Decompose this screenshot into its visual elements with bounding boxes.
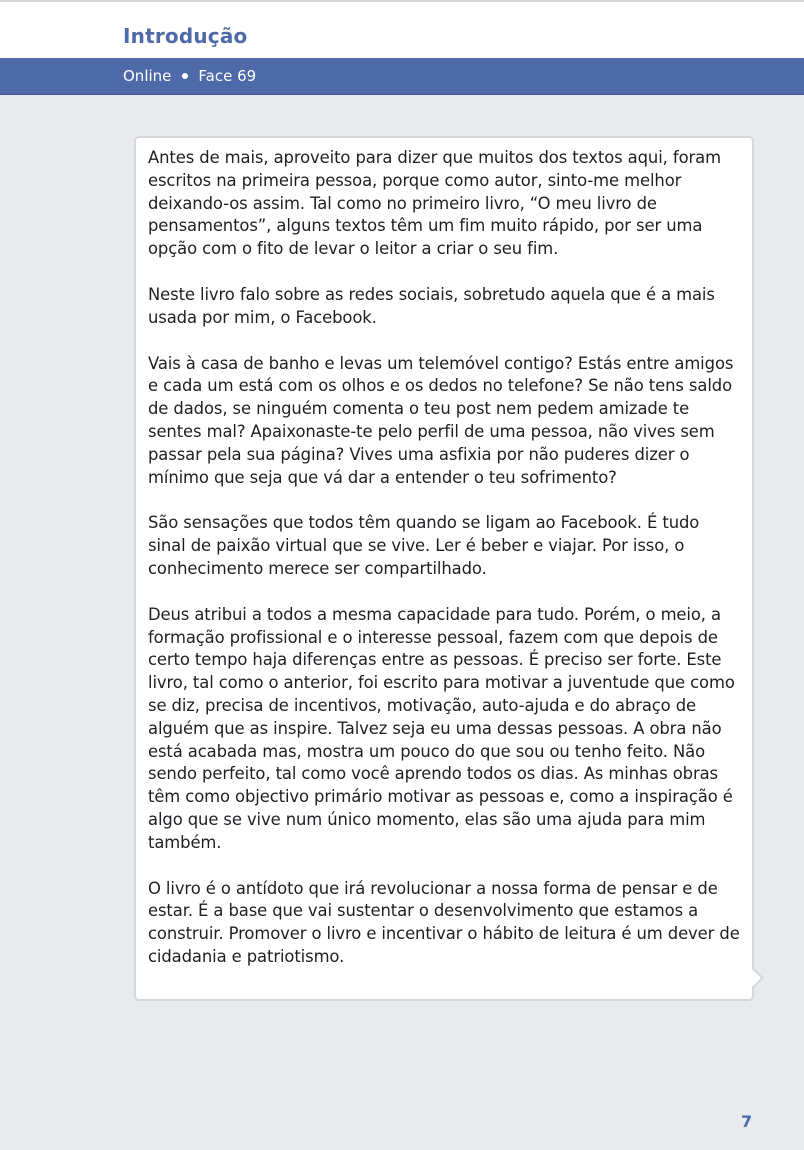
paragraph-1: Antes de mais, aproveito para dizer que muitos dos textos aqui, foram escritos na primeira pessoa, porque como autor, sinto-me melhor deixando-os assim. Tal como no primeiro livro, “O meu livro de pensamentos”, alguns textos têm um fim muito rápido, por ser uma opção com o fito de levar o leitor a criar o seu fim. (148, 148, 721, 259)
paragraph-5: Deus atribui a todos a mesma capacidade para tudo. Porém, o meio, a formação profissional e o interesse pessoal, fazem com que depois de certo tempo haja diferenças entre as pessoas. É preciso ser forte. Este livro, tal como o anterior, foi escrito para motivar a juventude que como se diz, precisa de incentivos, motivação, auto-ajuda e do abraço de alguém que as inspire. Talvez seja eu uma dessas pessoas. A obra não está acabada mas, mostra um pouco do que sou ou tenho feito. Não sendo perfeito, tal como você aprendo todos os dias. As minhas obras têm como objectivo primário motivar as pessoas e, como a inspiração é algo que se vive num único momento, elas são uma ajuda para mim também. (148, 604, 735, 852)
paragraph-6: O livro é o antídoto que irá revolucionar a nossa forma de pensar e de estar. É a base que vai sustentar o desenvolvimento que estamos a construir. Promover o livro e incentivar o hábito de leitura é um dever de cidadania e patriotismo. (148, 878, 740, 966)
paragraph-2: Neste livro falo sobre as redes sociais, sobretudo aquela que é a mais usada por mim, o Facebook. (148, 284, 715, 327)
page-header (0, 0, 804, 58)
contact-name: Face 69 (198, 67, 257, 85)
online-status: Online (123, 67, 172, 85)
chat-status-bar (0, 58, 804, 95)
status-line (123, 67, 256, 85)
page-number: 7 (741, 1112, 753, 1131)
paragraph-3: Vais à casa de banho e levas um telemóvel contigo? Estás entre amigos e cada um está com os olhos e os dedos no telefone? Se não tens saldo de dados, se ninguém comenta o teu post nem pedem amizade te sentes mal? Apaixonaste-te pelo perfil de uma pessoa, não vives sem passar pela sua página? Vives uma asfixia por não puderes dizer o mínimo que seja que vá dar a entender o teu sofrimento? (148, 353, 734, 487)
bubble-tail-icon (744, 968, 764, 988)
page-title: Introdução (123, 24, 248, 48)
separator-dot-icon (182, 73, 188, 79)
paragraph-4: São sensações que todos têm quando se ligam ao Facebook. É tudo sinal de paixão virtual que se vive. Ler é beber e viajar. Por isso, o conhecimento merece ser compartilhado. (148, 513, 700, 578)
message-bubble (134, 136, 754, 1001)
